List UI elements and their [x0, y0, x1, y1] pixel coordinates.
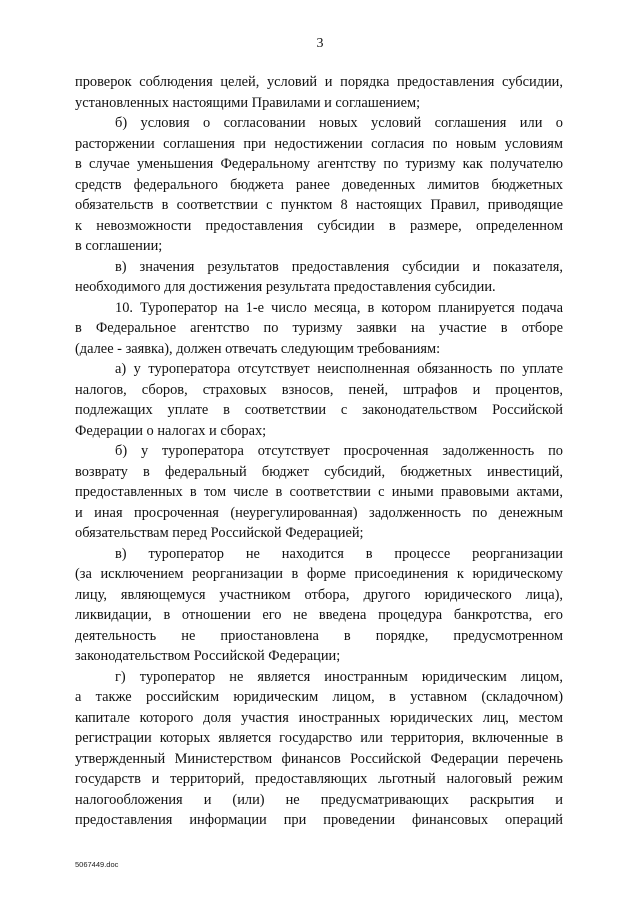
text-line: капитале которого доля участия иностранных юридических лиц, местом: [75, 709, 563, 726]
text-line: б) условия о согласовании новых условий соглашения или о: [115, 115, 563, 131]
text-line: к невозможности предоставления субсидии в размере, определенном: [75, 217, 563, 234]
text-line: средств федерального бюджета ранее доведенных лимитов бюджетных: [75, 176, 563, 193]
text-line: проверок соблюдения целей, условий и порядка предоставления субсидии,: [75, 74, 563, 90]
text-line: подлежащих уплате в соответствии с законодательством Российской: [75, 402, 563, 418]
text-line: обязательств в соответствии с пунктом 8 настоящих Правил, приводящие: [75, 197, 563, 213]
text-line: б) у туроператора отсутствует просроченная задолженность по: [115, 443, 563, 459]
text-line: законодательством Российской Федерации;: [75, 648, 341, 664]
text-line: в случае уменьшения Федеральному агентству по туризму как получателю: [75, 156, 563, 172]
text-line: деятельность не приостановлена в порядке, предусмотренном: [75, 627, 563, 644]
text-line: государств и территорий, предоставляющих льготный налоговый режим: [75, 771, 563, 787]
text-line: в Федеральное агентство по туризму заявки на участие в отборе: [75, 320, 563, 336]
text-line: и иная просроченная (неурегулированная) задолженность по денежным: [75, 504, 563, 521]
document-body: [75, 72, 563, 831]
text-line: а) у туроператора отсутствует неисполненная обязанность по уплате: [115, 361, 563, 377]
text-line: регистрации которых является государство или территория, включенные в: [75, 730, 563, 746]
text-line: 10. Туроператор на 1-е число месяца, в котором планируется подача: [115, 299, 563, 316]
text-line: а также российским юридическим лицом, в уставном (складочном): [75, 689, 563, 705]
text-line: ликвидации, в отношении его не введена процедура банкротства, его: [75, 607, 563, 623]
text-line: (далее - заявка), должен отвечать следующим требованиям:: [75, 340, 441, 357]
text-line: возврату в федеральный бюджет субсидий, бюджетных инвестиций,: [75, 463, 563, 480]
text-line: в соглашении;: [75, 238, 163, 254]
text-line: предоставления информации при проведении финансовых операций: [75, 812, 563, 828]
text-line: в) туроператор не находится в процессе реорганизации: [115, 545, 563, 562]
text-line: лицу, являющемуся участником отбора, другого юридического лица),: [75, 586, 563, 603]
document-file-name: 5067449.doc: [75, 860, 119, 869]
text-line: Федерации о налогах и сборах;: [75, 422, 267, 439]
page-number: 3: [316, 36, 324, 51]
text-line: налогообложения и (или) не предусматривающих раскрытия и: [75, 791, 563, 808]
text-line: налогов, сборов, страховых взносов, пеней, штрафов и процентов,: [75, 381, 563, 398]
text-line: расторжении соглашения при недостижении согласия по новым условиям: [75, 135, 563, 152]
text-line: предоставленных в том числе в соответствии с иными правовыми актами,: [75, 484, 563, 500]
text-line: необходимого для достижения результата предоставления субсидии.: [75, 279, 496, 295]
text-line: в) значения результатов предоставления субсидии и показателя,: [115, 258, 563, 275]
text-line: утвержденный Министерством финансов Российской Федерации перечень: [75, 750, 563, 767]
text-line: (за исключением реорганизации в форме присоединения к юридическому: [75, 566, 563, 582]
text-line: г) туроператор не является иностранным юридическим лицом,: [115, 668, 563, 685]
text-line: установленных настоящими Правилами и соглашением;: [75, 94, 421, 111]
text-line: обязательствам перед Российской Федерацией;: [75, 525, 364, 541]
